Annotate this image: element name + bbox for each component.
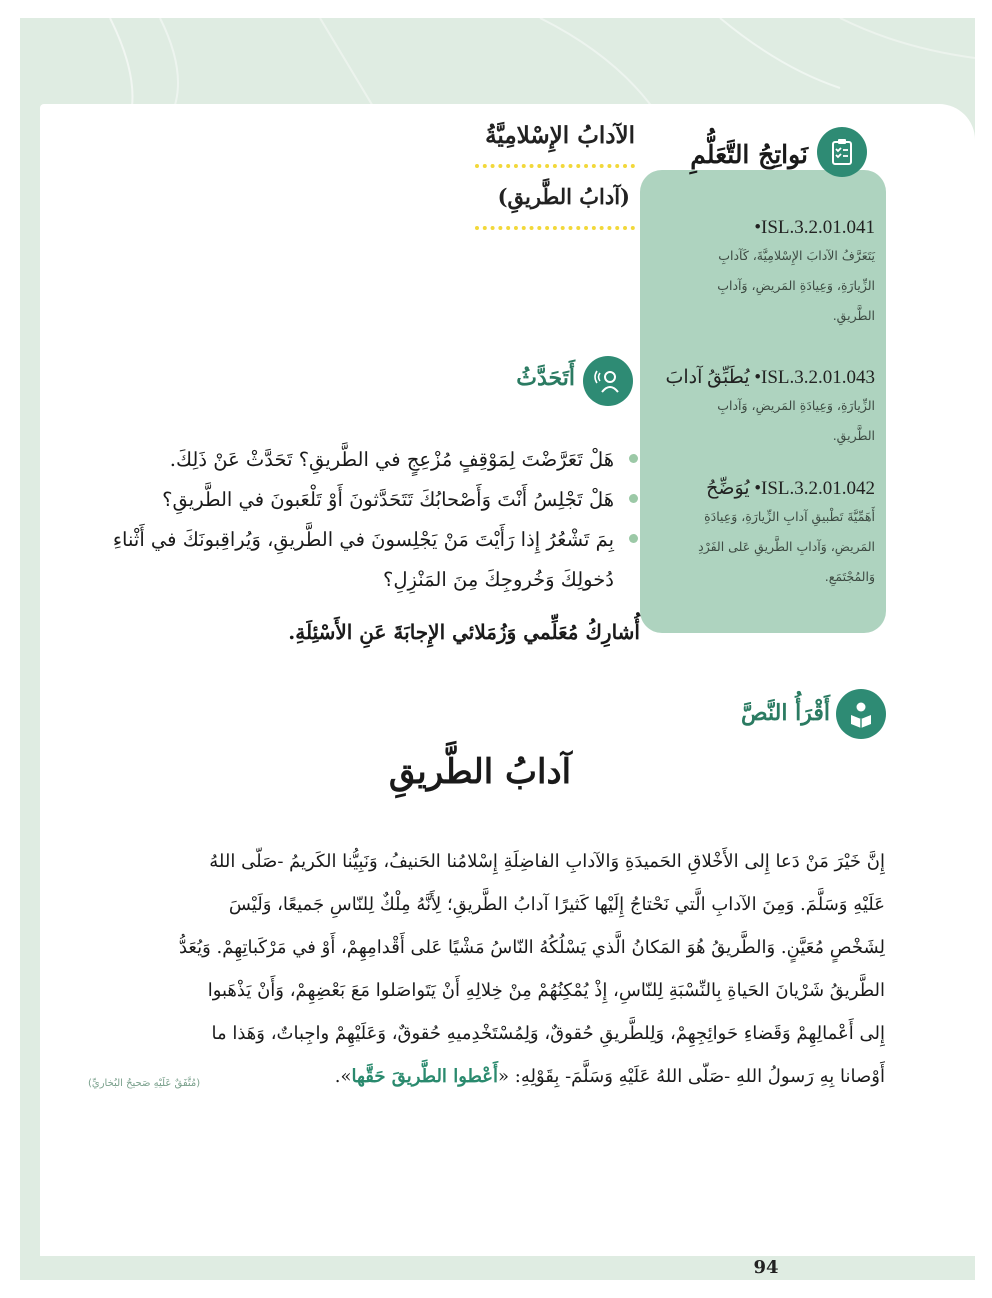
outcome-text-line: الطَّريقِ.	[832, 308, 875, 323]
question-item	[110, 440, 640, 480]
clipboard-checklist-icon	[817, 127, 867, 177]
hadith-quote: أَعْطوا الطَّريقَ حَقَّها	[351, 1066, 499, 1087]
speak-label: أَتَحَدَّثُ	[516, 365, 575, 391]
hadith-source-note: (مُتَّفَقٌ عَلَيْهِ صَحيحُ البُخاريِّ)	[88, 1078, 201, 1089]
question-text: هَلْ تَجْلِسُ أَنْتَ وَأَصْحابُكَ تَتَحَدَّثونَ أَوْ تَلْعَبونَ في الطَّريقِ؟	[162, 488, 614, 511]
paragraph-line: لِشَخْصٍ مُعَيَّنٍ. وَالطَّريقُ هُوَ المَكانُ الَّذي يَسْلُكُهُ النّاسُ مَشْيًا عَلى أَقْدامِهِمْ، أَوْ في مَرْكَباتِهِمْ. وَيُعَدُّ	[178, 937, 885, 958]
paragraph-text: ».	[334, 1066, 352, 1087]
outcome-text-line: وَالمُجْتَمَعِ.	[824, 569, 875, 584]
person-speaking-icon	[583, 356, 633, 406]
outcome-item	[655, 476, 875, 592]
bullet-dot	[629, 534, 638, 543]
subtitle-underline-dots	[475, 226, 635, 230]
discussion-questions	[110, 440, 640, 600]
paragraph-line	[110, 1055, 885, 1098]
reading-title: آدابُ الطَّريقِ	[388, 752, 572, 792]
outcome-text-line: الزِّيارَةِ، وَعِيادَةِ المَريضِ، وَآدابِ	[717, 278, 875, 293]
paragraph-line: إِلى أَعْمالِهِمْ وَقَضاءِ حَوائِجِهِمْ، وَلِلطَّريقِ حُقوقٌ، وَلِمُسْتَخْدِميهِ حُقوقٌ، وَعَلَيْهِمْ واجِباتٌ، وَهَذا ما	[211, 1023, 885, 1044]
outcome-item	[655, 365, 875, 451]
title-underline-dots	[475, 164, 635, 168]
paragraph-text: أَوْصانا بِهِ رَسولُ اللهِ -صَلّى اللهُ عَلَيْهِ وَسَلَّمَ- بِقَوْلِهِ: «	[498, 1066, 885, 1087]
paragraph-line: عَلَيْهِ وَسَلَّمَ. وَمِنَ الآدابِ الَّتي نَحْتاجُ إِلَيْها كَثيرًا آدابُ الطَّريقِ؛ لِأَنَّهُ مِلْكٌ لِلنّاسِ جَميعًا، وَلَيْسَ	[228, 894, 885, 915]
reading-paragraph	[110, 840, 885, 1098]
outcome-item	[655, 215, 875, 331]
outcome-code: ISL.3.2.01.042• يُوَضِّحُ	[706, 478, 875, 499]
question-item	[110, 480, 640, 520]
decorative-header-curves	[20, 18, 975, 118]
paragraph-line: إِنَّ خَيْرَ مَنْ دَعا إِلى الأَخْلاقِ الحَميدَةِ وَالآدابِ الفاضِلَةِ إِسْلامُنا الحَنيفُ، وَنَبِيُّنا الكَريمُ -صَلّى اللهُ	[209, 851, 885, 872]
lesson-subtitle: (آدابُ الطَّريقِ)	[497, 184, 630, 209]
footer-band	[20, 1256, 975, 1280]
outcome-text-line: الطَّريقِ.	[832, 428, 875, 443]
share-instruction: أُشارِكُ مُعَلِّمي وَزُمَلائي الإِجابَةَ عَنِ الأَسْئِلَةِ.	[288, 620, 640, 644]
outcome-text-line: الزِّيارَةِ، وَعِيادَةِ المَريضِ، وَآدابِ	[717, 398, 875, 413]
page-number: 94	[753, 1257, 779, 1278]
outcome-code: ISL.3.2.01.043• يُطَبِّقُ آدابَ	[665, 367, 875, 388]
question-text: هَلْ تَعَرَّضْتَ لِمَوْقِفٍ مُزْعِجٍ في الطَّريقِ؟ تَحَدَّثْ عَنْ ذَلِكَ.	[169, 448, 614, 471]
outcome-text-line: يَتَعَرَّفُ الآدابَ الإِسْلامِيَّةَ، كَآدابِ	[718, 248, 875, 263]
outcome-text-line: المَريضِ، وَآدابِ الطَّريقِ عَلى الفَرْدِ	[698, 539, 875, 554]
bullet-dot	[629, 494, 638, 503]
question-text: بِمَ تَشْعُرُ إِذا رَأَيْتَ مَنْ يَجْلِسونَ في الطَّريقِ، وَيُراقِبونَكَ في أَثْناءِ دُخولِكَ وَخُروجِكَ مِنَ المَنْزِلِ؟	[112, 528, 614, 591]
outcome-code: ISL.3.2.01.041•	[754, 217, 875, 238]
bullet-dot	[629, 454, 638, 463]
paragraph-line: الطَّريقُ شَرْيانَ الحَياةِ بِالنِّسْبَةِ لِلنّاسِ، إِذْ يُمْكِنُهُمْ مِنْ خِلالِهِ أَنْ يَتَواصَلوا مَعَ بَعْضِهِمْ، وَأَنْ يَذْهَبوا	[207, 980, 885, 1001]
read-label: أَقْرَأُ النَّصَّ	[741, 700, 830, 726]
outcome-text-line: أَهَمِّيَّةَ تَطْبيقِ آدابِ الزِّيارَةِ، وَعِيادَةِ	[704, 509, 875, 524]
lesson-title: الآدابُ الإِسْلامِيَّةُ	[485, 122, 635, 149]
learning-outcomes-title: نَواتِجُ التَّعَلُّمِ	[690, 140, 808, 169]
reading-person-icon	[836, 689, 886, 739]
question-item	[110, 520, 640, 600]
